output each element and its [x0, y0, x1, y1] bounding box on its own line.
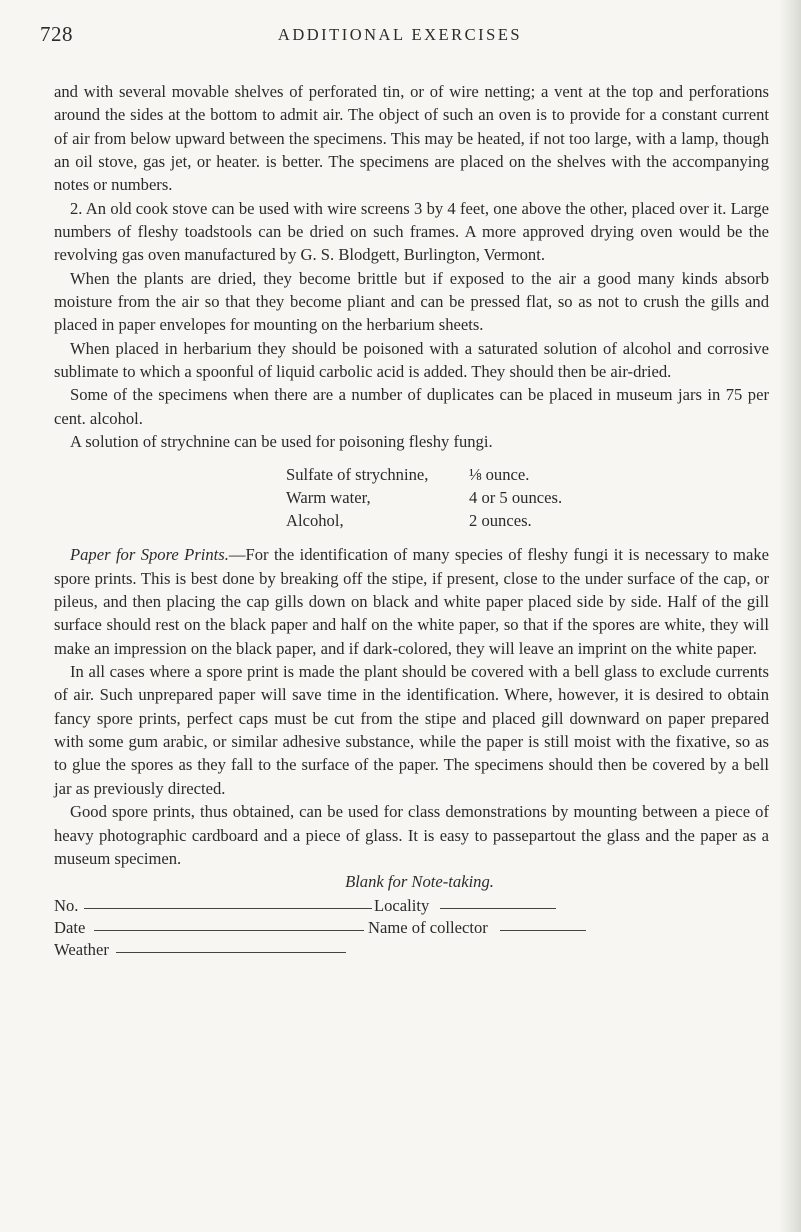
section-lead: —For the identification of many species of fleshy fungi it is necessary to make spore prints. This is best done by breaking off the stipe, if present, close to the under surface of the cap, or pileus, and then placing the cap gills down on black and white paper placed side by side. Half of the gill surface should rest on the black paper and half on the white paper, so that if the spores are white, they will make an impression on the black paper, and if dark-colored, they will leave an imprint on the white paper. — [54, 545, 769, 658]
form-rule — [440, 908, 556, 909]
form-label-collector: Name of collector — [368, 917, 488, 937]
recipe-quantity: 2 ounces. — [469, 511, 532, 531]
recipe-ingredient: Warm water, — [286, 487, 371, 507]
note-taking-blank — [54, 894, 769, 964]
page-header — [40, 22, 760, 52]
paragraph: In all cases where a spore print is made the plant should be covered with a bell glass to exclude currents of air. Such unprepared paper will save time in the identification. Where, however, it is desired to obtain fancy spore prints, perfect caps must be cut from the stipe and placed gill downward on paper prepared with some gum arabic, or similar adhesive substance, while the paper is still moist with the fixative, so as to glue the spores as they fall to the surface of the paper. The specimens should then be covered by a bell jar as previously directed. — [54, 662, 769, 798]
recipe-row — [286, 486, 666, 509]
recipe-row — [286, 463, 666, 486]
page-body — [54, 80, 769, 964]
recipe-row — [286, 509, 666, 532]
form-rule — [94, 930, 364, 931]
recipe-quantity: ⅛ ounce. — [469, 464, 530, 484]
paragraph: Good spore prints, thus obtained, can be used for class demonstrations by mounting between a piece of heavy photographic cardboard and a piece of glass. It is easy to passepartout the glass and the paper as a museum specimen. — [54, 802, 769, 868]
form-title: Blank for Note-taking. — [345, 872, 494, 892]
section-paragraph — [54, 543, 769, 660]
form-label-date: Date — [54, 917, 86, 937]
form-rule — [116, 952, 346, 953]
paragraph: and with several movable shelves of perforated tin, or of wire netting; a vent at the top and perforations around the sides at the bottom to admit air. The object of such an oven is to provide for a constant current of air from below upward between the specimens. This may be heated, if not too large, with a lamp, though an oil stove, gas jet, or heater. is better. The specimens are placed on the shelves with the accompanying notes or numbers. — [54, 82, 769, 195]
recipe-ingredient: Sulfate of strychnine, — [286, 464, 429, 484]
running-head: ADDITIONAL EXERCISES — [277, 25, 523, 44]
paragraph: A solution of strychnine can be used for poisoning fleshy fungi. — [70, 432, 493, 452]
strychnine-recipe — [286, 463, 666, 533]
recipe-quantity: 4 or 5 ounces. — [469, 487, 563, 507]
section-title: Paper for Spore Prints. — [70, 545, 229, 565]
paragraph: Some of the specimens when there are a number of duplicates can be placed in museum jars in 75 per cent. alcohol. — [54, 385, 769, 428]
form-label-locality: Locality — [374, 895, 430, 915]
paragraph: When placed in herbarium they should be poisoned with a saturated solution of alcohol and corrosive sublimate to which a spoonful of liquid carbolic acid is added. They should then be air-dried. — [54, 338, 769, 382]
paragraph: When the plants are dried, they become brittle but if exposed to the air a good many kinds absorb moisture from the air so that they become pliant and can be pressed flat, so as not to crush the gills and placed in paper envelopes for mounting on the herbarium sheets. — [54, 268, 769, 335]
page-number: 728 — [40, 22, 73, 46]
form-rule — [500, 930, 586, 931]
form-label-weather: Weather — [54, 939, 109, 959]
paragraph: 2. An old cook stove can be used with wire screens 3 by 4 feet, one above the other, placed over it. Large numbers of fleshy toadstools can be dried on such frames. A more approved drying oven would be the revolving gas oven manufactured by G. S. Blodgett, Burlington, Vermont. — [54, 198, 769, 265]
page-edge-shadow — [779, 0, 801, 1232]
recipe-ingredient: Alcohol, — [286, 511, 344, 531]
form-rule — [84, 908, 372, 909]
form-label-no: No. — [54, 895, 79, 915]
